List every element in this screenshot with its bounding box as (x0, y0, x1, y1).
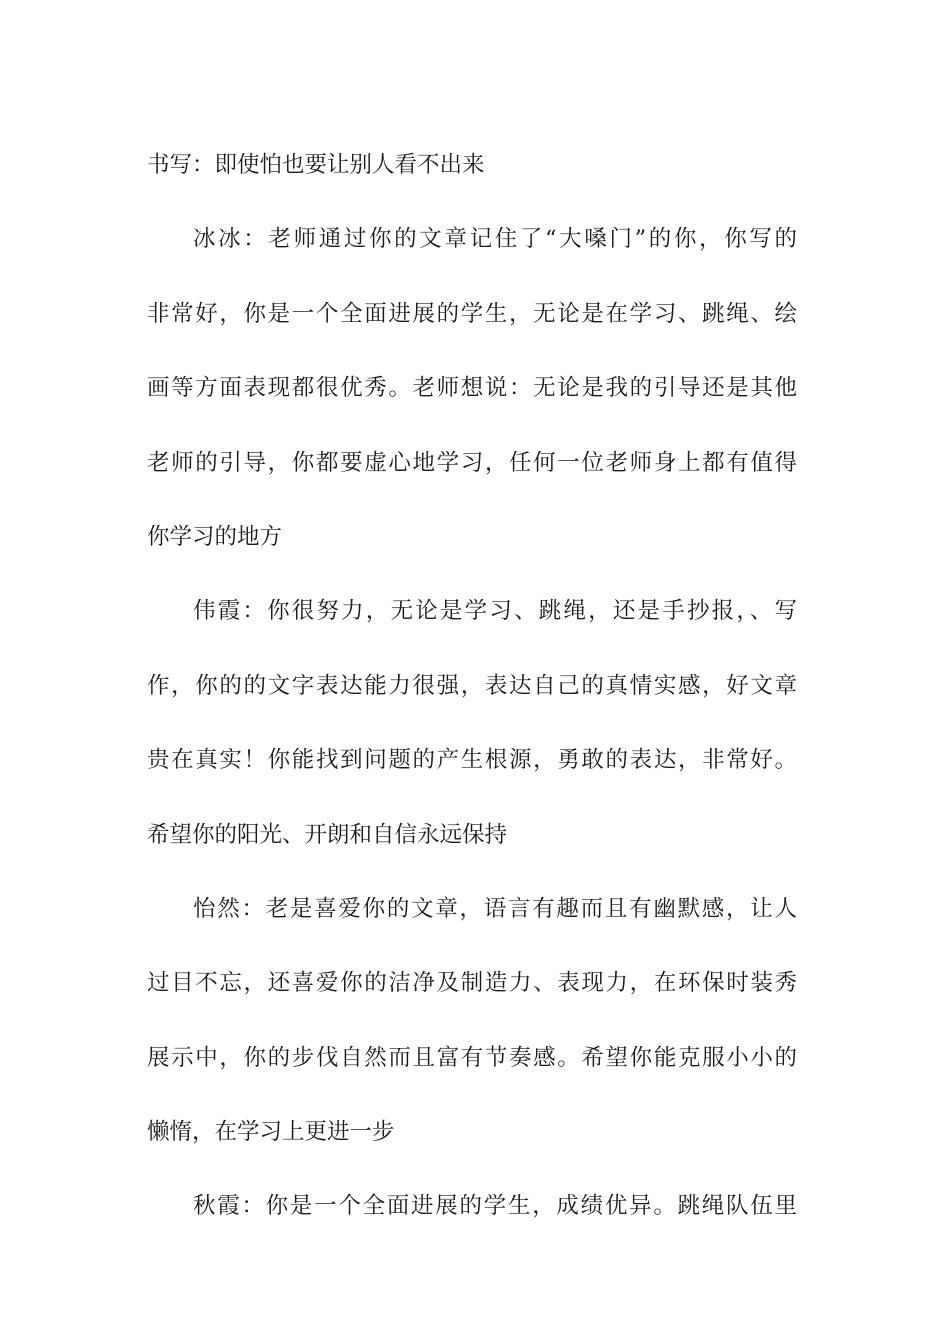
text-line: 作，你的的文字表达能力很强，表达自己的真情实感，好文章 (147, 672, 797, 699)
text-line: 希望你的阳光、开朗和自信永远保持 (147, 821, 508, 848)
text-line: 伟霞：你很努力，无论是学习、跳绳，还是手抄报，、写 (193, 598, 797, 625)
text-line: 怡然：老是喜爱你的文章，语言有趣而且有幽默感，让人 (193, 895, 797, 922)
text-line: 你学习的地方 (147, 523, 283, 550)
text-line: 秋霞：你是一个全面进展的学生，成绩优异。跳绳队伍里 (193, 1193, 797, 1220)
text-line: 冰冰：老师通过你的文章记住了“大嗓门”的你，你写的 (193, 226, 797, 253)
text-line: 懒惰，在学习上更进一步 (147, 1119, 395, 1146)
text-line: 展示中，你的步伐自然而且富有节奏感。希望你能克服小小的 (147, 1044, 797, 1071)
text-line: 过目不忘，还喜爱你的洁净及制造力、表现力，在环保时装秀 (147, 970, 797, 997)
text-line: 贵在真实！你能找到问题的产生根源，勇敢的表达，非常好。 (147, 747, 797, 774)
text-line: 老师的引导，你都要虚心地学习，任何一位老师身上都有值得 (147, 449, 797, 476)
document-body (147, 128, 797, 1244)
text-line: 画等方面表现都很优秀。老师想说：无论是我的引导还是其他 (147, 375, 797, 402)
text-line: 书写：即使怕也要让别人看不出来 (147, 152, 485, 178)
text-line: 非常好，你是一个全面进展的学生，无论是在学习、跳绳、绘 (147, 300, 797, 327)
